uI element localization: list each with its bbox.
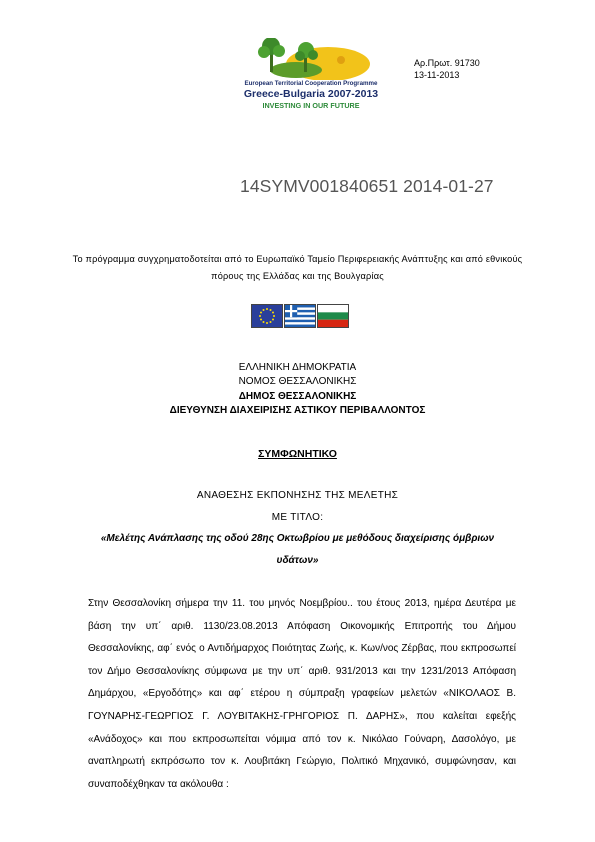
assignment-line: ΑΝΑΘΕΣΗΣ ΕΚΠΟΝΗΣΗΣ ΤΗΣ ΜΕΛΕΤΗΣ — [196, 490, 399, 501]
bulgaria-flag-icon — [317, 304, 349, 328]
logo-title-line: Greece-Bulgaria 2007-2013 — [243, 88, 379, 100]
protocol-block — [414, 58, 480, 81]
logo-programme-line: European Territorial Cooperation Programme — [244, 80, 378, 87]
prefecture-heading: ΝΟΜΟΣ ΘΕΣΣΑΛΟΝΙΚΗΣ — [238, 376, 357, 387]
agreement-paragraph: Στην Θεσσαλονίκη σήμερα την 11. του μηνός Νοεμβρίου.. του έτους 2013, ημέρα Δευτέρα με βάση την υπ΄ αριθ. 1130/23.08.2013 Απόφαση Οικονομικής Επιτροπής του Δήμου Θεσσαλονίκης, αφ΄ ενός ο Αντιδήμαρχος Ποιότητας Ζωής, κ. Κων/νος Ζέρβας, που εκπροσωπεί τον Δήμο Θεσσαλονίκης σύμφωνα με την υπ΄ αριθ. 931/2013 και την 1231/2013 Απόφαση Δημάρχου, «Εργοδότης» και αφ΄ ετέρου η σύμπραξη γραφείων μελετών «ΝΙΚΟΛΑΟΣ Β. ΓΟΥΝΑΡΗΣ-ΓΕΩΡΓΙΟΣ Γ. ΛΟΥΒΙΤΑΚΗΣ-ΓΡΗΓΟΡΙΟΣ Π. ΔΑΡΗΣ», που καλείται εφεξής «Ανάδοχος» και που εκπροσωπείται νόμιμα από τον κ. Νικόλαο Γούναρη, Δασολόγο, με αναπληρωτή εκπρόσωπο τον κ. Λουβιτάκη Γεώργιο, Πολιτικό Μηχανικό, συμφώνησαν, και συναποδέχθηκαν τα ακόλουθα : — [88, 598, 516, 790]
protocol-number: Αρ.Πρωτ. 91730 — [414, 58, 480, 68]
document-title: ΣΥΜΦΩΝΗΤΙΚΟ — [258, 448, 337, 460]
directorate-heading: ΔΙΕΥΘΥΝΣΗ ΔΙΑΧΕΙΡΙΣΗΣ ΑΣΤΙΚΟΥ ΠΕΡΙΒΑΛΛΟΝΤΟΣ — [169, 405, 426, 416]
title-label-line: ΜΕ ΤΙΤΛΟ: — [271, 512, 324, 523]
study-title-line-1: «Μελέτης Ανάπλασης της οδού 28ης Οκτωβρίου με μεθόδους διαχείρισης όμβριων — [100, 533, 495, 544]
logo-slogan-line: INVESTING IN OUR FUTURE — [262, 101, 360, 110]
eu-flag-icon — [251, 304, 283, 328]
municipality-heading: ΔΗΜΟΣ ΘΕΣΣΑΛΟΝΙΚΗΣ — [238, 391, 357, 402]
agreement-body — [88, 593, 516, 796]
protocol-date: 13-11-2013 — [414, 69, 460, 80]
ada-code: 14SYMV001840651 2014-01-27 — [240, 176, 494, 196]
funding-statement: Το πρόγραμμα συγχρηματοδοτείται από το Ευρωπαϊκό Ταμείο Περιφερειακής Ανάπτυξης και από εθνικούς πόρους της Ελλάδας και της Βουλγαρίας — [72, 254, 523, 281]
country-heading: ΕΛΛΗΝΙΚΗ ΔΗΜΟΚΡΑΤΙΑ — [238, 362, 357, 373]
study-title-line-2: υδάτων» — [276, 555, 319, 566]
programme-logo — [226, 38, 396, 120]
greece-flag-icon — [284, 304, 316, 328]
tree-sun-logo-icon — [256, 38, 376, 80]
